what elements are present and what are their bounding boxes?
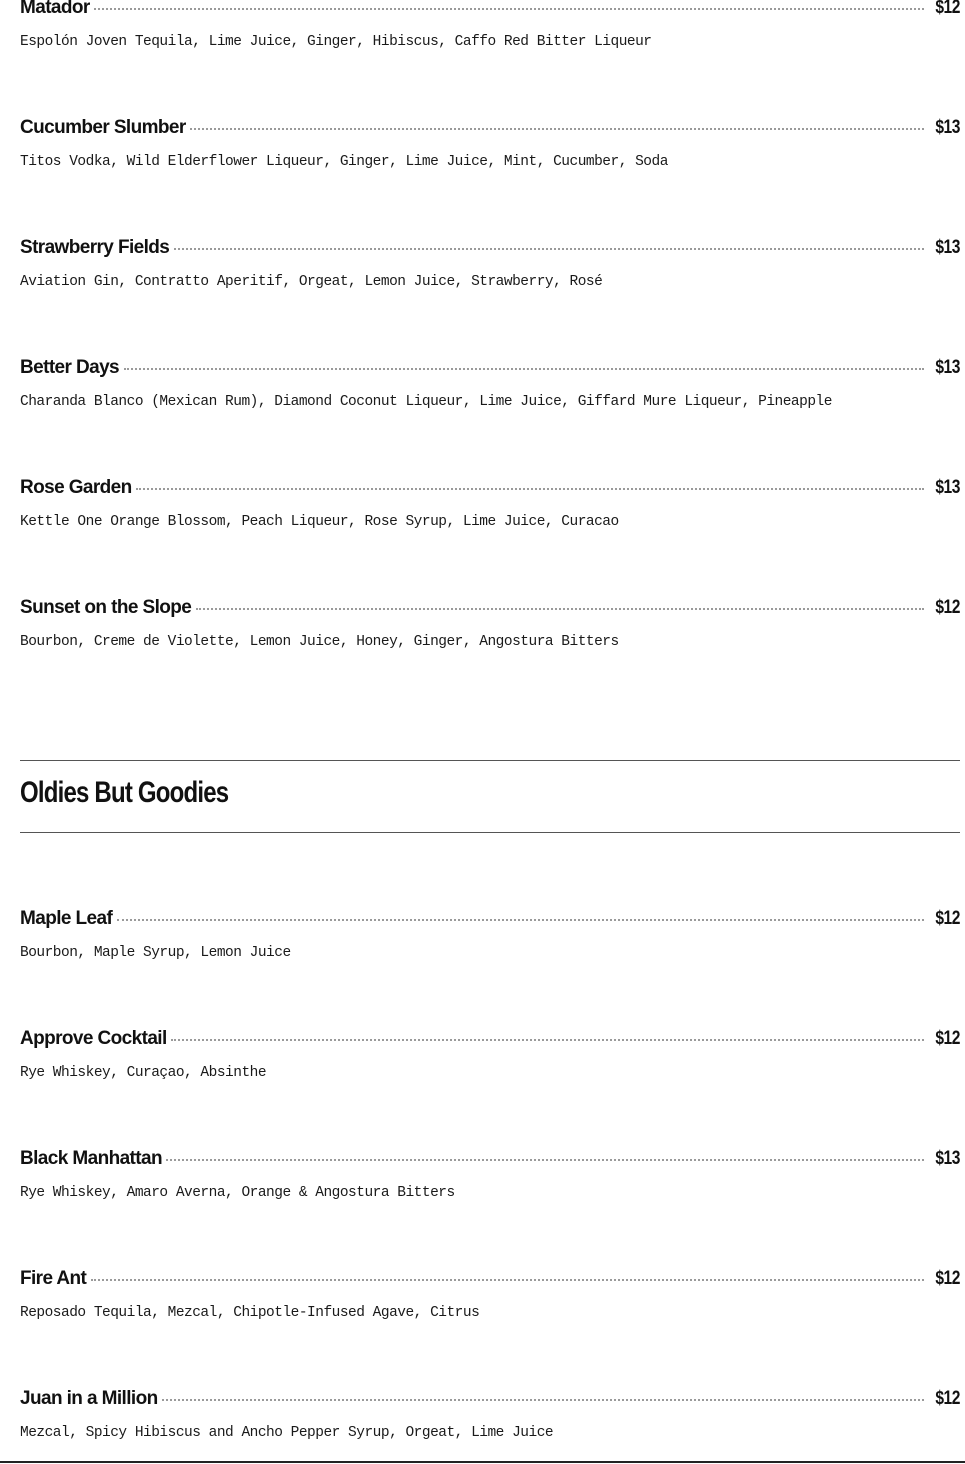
menu-item-name-wrap — [20, 1388, 158, 1410]
page-bottom-border — [0, 1461, 965, 1463]
menu-item-name: Matador — [20, 0, 90, 18]
menu-item-name-wrap — [20, 908, 113, 930]
menu-item-cucumber-slumber — [20, 117, 960, 187]
menu-item-name-wrap — [20, 1268, 87, 1290]
section-divider-bottom — [20, 832, 960, 833]
menu-item-header — [20, 1148, 960, 1172]
dotted-leader — [117, 918, 924, 921]
menu-item-name: Approve Cocktail — [20, 1028, 167, 1049]
menu-item-name: Maple Leaf — [20, 908, 113, 929]
dotted-leader — [136, 487, 924, 490]
menu-item-name-wrap — [20, 1028, 167, 1050]
menu-item-description: Aviation Gin, Contratto Aperitif, Orgeat, Lemon Juice, Strawberry, Rosé — [20, 274, 603, 290]
menu-item-name-wrap — [20, 117, 186, 139]
dotted-leader — [94, 7, 924, 10]
menu-item-name-wrap — [20, 597, 192, 619]
menu-item-header — [20, 1028, 960, 1052]
dotted-leader — [91, 1278, 924, 1281]
menu-item-header — [20, 1268, 960, 1292]
menu-item-description: Bourbon, Creme de Violette, Lemon Juice, Honey, Ginger, Angostura Bitters — [20, 634, 619, 650]
menu-item-description: Espolón Joven Tequila, Lime Juice, Ginger, Hibiscus, Caffo Red Bitter Liqueur — [20, 34, 652, 50]
dotted-leader — [124, 367, 924, 370]
menu-item-description: Kettle One Orange Blossom, Peach Liqueur, Rose Syrup, Lime Juice, Curacao — [20, 514, 619, 530]
menu-item-header — [20, 477, 960, 501]
menu-item-price: $13 — [935, 477, 960, 498]
menu-item-price: $12 — [935, 1268, 960, 1289]
menu-item-name: Juan in a Million — [20, 1388, 158, 1409]
menu-item-black-manhattan — [20, 1148, 960, 1218]
menu-item-header — [20, 357, 960, 381]
menu-item-name: Rose Garden — [20, 477, 132, 498]
menu-item-price: $13 — [935, 237, 960, 258]
menu-item-name-wrap — [20, 237, 170, 259]
dotted-leader — [162, 1398, 924, 1401]
dotted-leader — [171, 1038, 924, 1041]
section-divider-top — [20, 760, 960, 761]
dotted-leader — [166, 1158, 924, 1161]
menu-item-header — [20, 597, 960, 621]
menu-item-juan-in-a-million — [20, 1388, 960, 1458]
menu-item-header — [20, 908, 960, 932]
menu-item-description: Titos Vodka, Wild Elderflower Liqueur, Ginger, Lime Juice, Mint, Cucumber, Soda — [20, 154, 668, 170]
menu-item-name-wrap — [20, 0, 90, 19]
menu-item-fire-ant — [20, 1268, 960, 1338]
menu-item-name: Better Days — [20, 357, 120, 378]
menu-item-name: Black Manhattan — [20, 1148, 162, 1169]
menu-item-price: $12 — [935, 597, 960, 618]
menu-item-matador — [20, 0, 960, 67]
menu-item-better-days — [20, 357, 960, 427]
menu-item-header — [20, 117, 960, 141]
menu-item-description: Rye Whiskey, Curaçao, Absinthe — [20, 1065, 267, 1081]
menu-item-description: Rye Whiskey, Amaro Averna, Orange & Angostura Bitters — [20, 1185, 455, 1201]
menu-item-description: Mezcal, Spicy Hibiscus and Ancho Pepper Syrup, Orgeat, Lime Juice — [20, 1425, 554, 1441]
menu-item-name: Fire Ant — [20, 1268, 87, 1289]
dotted-leader — [174, 247, 924, 250]
menu-item-description: Charanda Blanco (Mexican Rum), Diamond Coconut Liqueur, Lime Juice, Giffard Mure Liqueur, Pineapple — [20, 394, 832, 410]
menu-item-rose-garden — [20, 477, 960, 547]
menu-item-name-wrap — [20, 1148, 162, 1170]
menu-item-name-wrap — [20, 477, 132, 499]
menu-item-description: Reposado Tequila, Mezcal, Chipotle-Infused Agave, Citrus — [20, 1305, 480, 1321]
menu-item-header — [20, 1388, 960, 1412]
menu-item-price: $13 — [935, 1148, 960, 1169]
menu-item-strawberry-fields — [20, 237, 960, 307]
section-title: Oldies But Goodies — [20, 776, 229, 809]
menu-item-description: Bourbon, Maple Syrup, Lemon Juice — [20, 945, 291, 961]
menu-item-maple-leaf — [20, 908, 960, 978]
menu-item-sunset-on-the-slope — [20, 597, 960, 667]
dotted-leader — [190, 127, 924, 130]
menu-item-name: Strawberry Fields — [20, 237, 170, 258]
menu-item-price: $12 — [935, 0, 960, 18]
menu-item-name: Sunset on the Slope — [20, 597, 192, 618]
menu-item-name-wrap — [20, 357, 120, 379]
menu-item-price: $12 — [935, 1388, 960, 1409]
menu-item-header — [20, 0, 960, 21]
menu-item-header — [20, 237, 960, 261]
dotted-leader — [196, 607, 924, 610]
menu-item-price: $12 — [935, 1028, 960, 1049]
menu-item-approve-cocktail — [20, 1028, 960, 1098]
menu-item-price: $12 — [935, 908, 960, 929]
menu-item-name: Cucumber Slumber — [20, 117, 186, 138]
menu-item-price: $13 — [935, 117, 960, 138]
menu-item-price: $13 — [935, 357, 960, 378]
